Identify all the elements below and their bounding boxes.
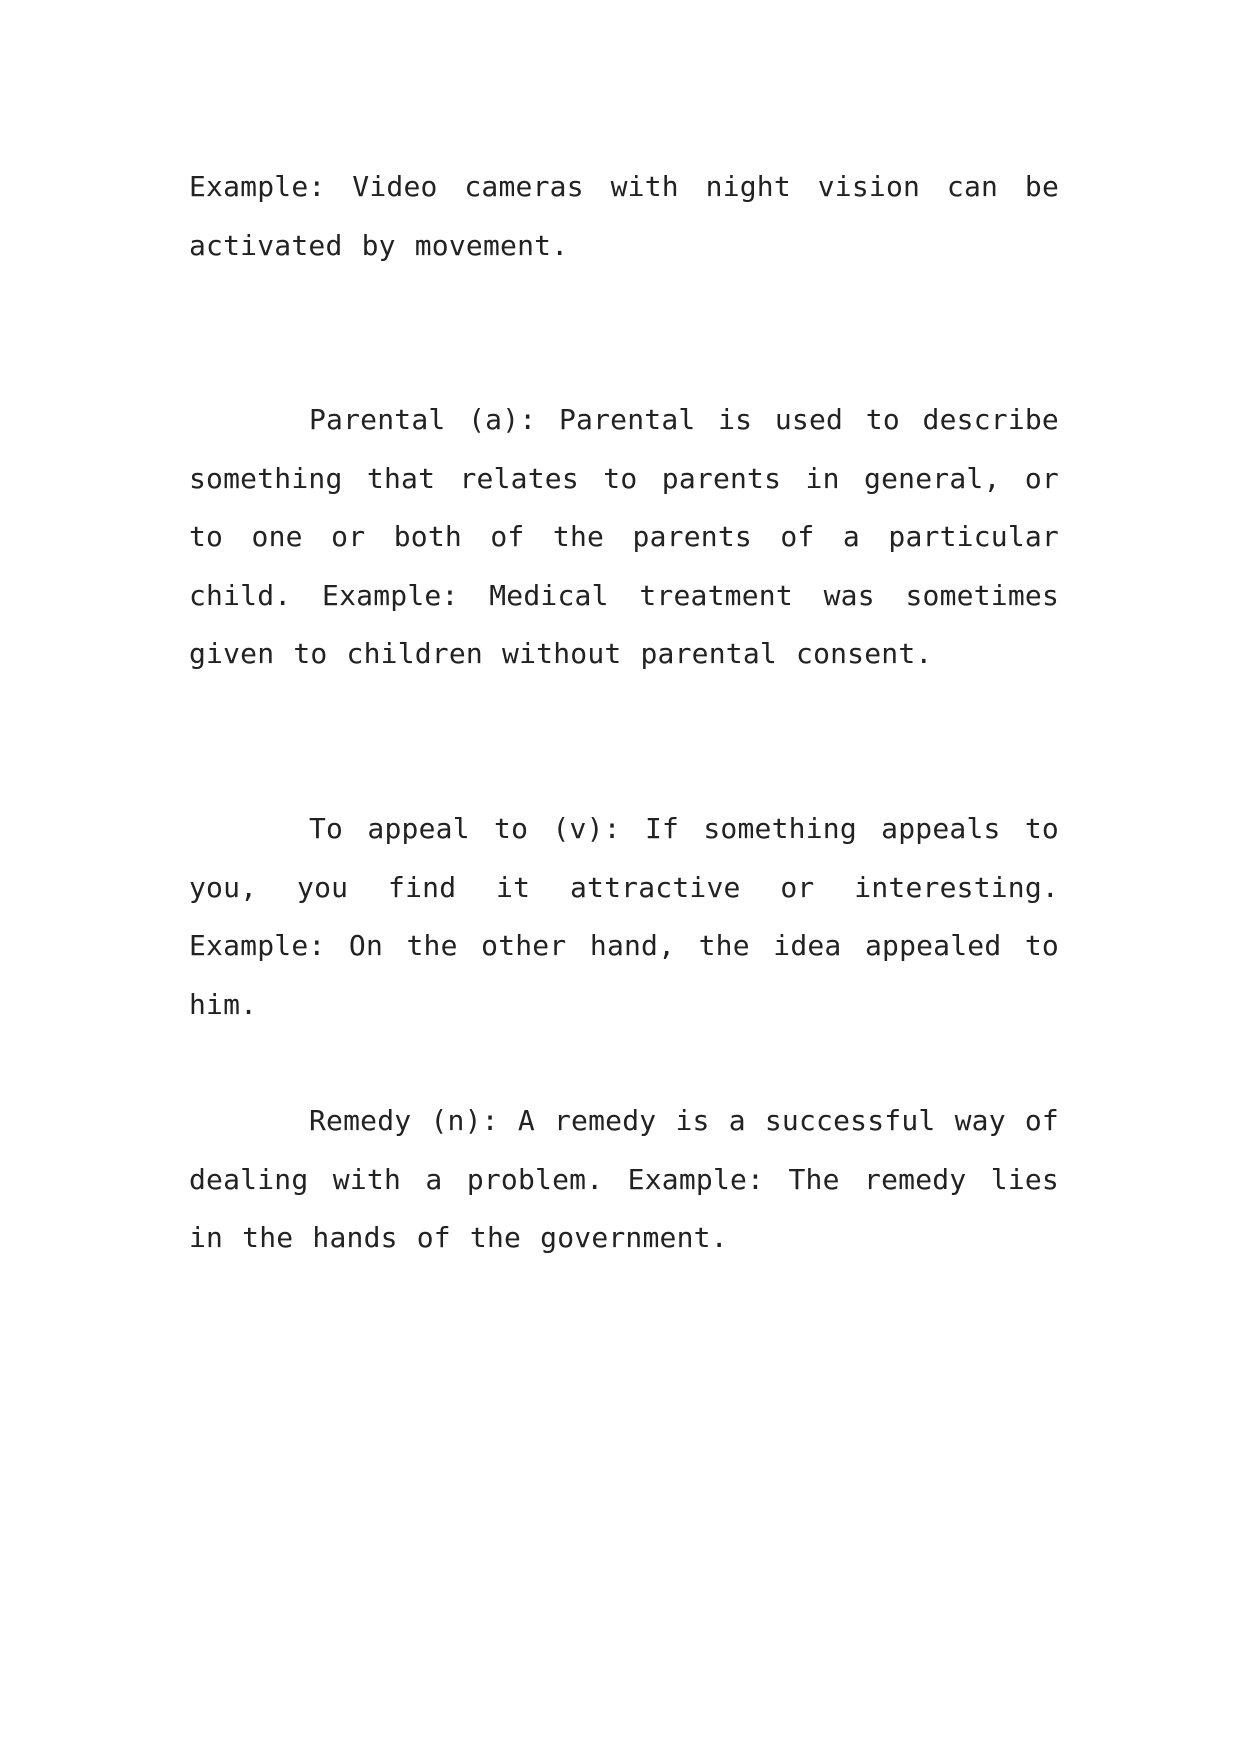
paragraph-example-video-cameras: Example: Video cameras with night vision can be activated by movement. bbox=[189, 170, 1059, 262]
paragraph-remedy-definition: Remedy (n): A remedy is a successful way of dealing with a problem. Example: The remedy lies in the hands of the government. bbox=[189, 1104, 1059, 1254]
paragraph-parental-definition: Parental (a): Parental is used to describe something that relates to parents in general, or to one or both of the parents of a particular child. Example: Medical treatment was sometimes given to children without parental consent. bbox=[189, 403, 1059, 670]
paragraph-appeal-definition: To appeal to (v): If something appeals to you, you find it attractive or interesting. Example: On the other hand, the idea appealed to him. bbox=[189, 812, 1059, 1021]
